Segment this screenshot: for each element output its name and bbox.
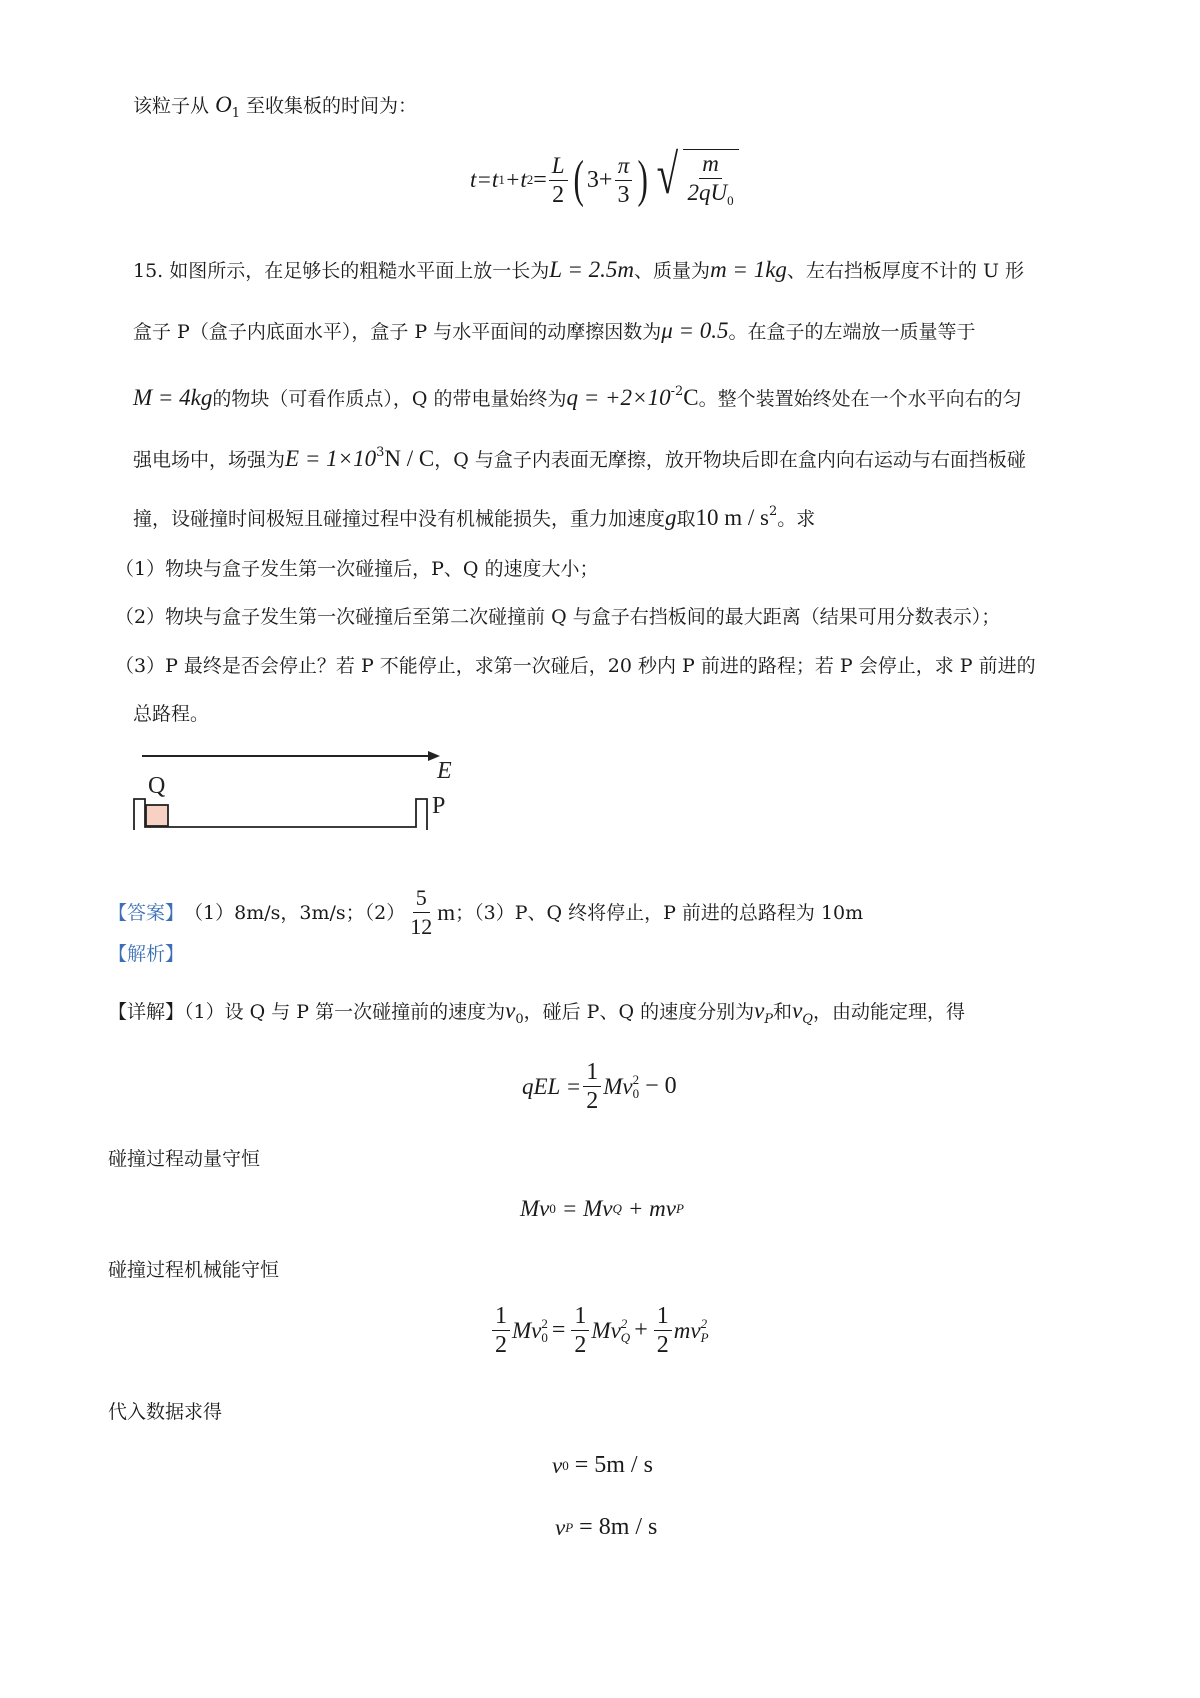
paren-close: ) [637,151,649,208]
eq-sub: P [700,1329,709,1345]
eq-term: Mv [512,1317,542,1343]
formula-plus-t: +t [504,167,527,192]
frac-num: 1 [571,1302,589,1331]
detail-text: （1）设 Q 与 P 第一次碰撞前的速度为 [184,1001,506,1023]
result-sub: 0 [562,1457,569,1473]
q-math-unit: N / C [384,446,435,471]
eq-term: mv [673,1317,701,1343]
field-label: E [437,758,452,784]
var-vp-sub: P [764,1012,774,1027]
fraction-half [583,1058,601,1115]
eq-sub: 0 [632,1085,640,1101]
sub-question-3-cont: 总路程。 [133,703,210,725]
frac-den: 12 [410,914,433,939]
answer-tag: 【答案】 [108,901,185,924]
q-text: 。在盒子的左端放一质量等于 [728,321,976,343]
sub-question-3: （3）P 最终是否会停止？若 P 不能停止，求第一次碰后，20 秒内 P 前进的路程；若 P 会停止，求 P 前进的 [115,655,1036,677]
eq-term: + mv [627,1196,676,1221]
paren-open: ( [573,151,584,208]
frac-den: 2 [574,1332,587,1358]
equation-energy-theorem [522,1058,677,1115]
equation-energy-conservation [490,1302,709,1359]
result-value: = 5m / s [574,1452,653,1478]
q-math-g: g [665,505,677,530]
equation-momentum [520,1196,684,1222]
label-substitute: 代入数据求得 [108,1401,223,1423]
frac-num: π [615,152,633,181]
sub-question-2: （2）物块与盒子发生第一次碰撞后至第二次碰撞前 Q 与盒子右挡板间的最大距离（结果可用分数表示）； [115,606,1001,628]
q-math-charge: q = +2×10 [566,385,671,410]
q-text: ，Q 与盒子内表面无摩擦，放开物块后即在盒内向右运动与右面挡板碰 [434,449,1026,471]
q-math-l: L = 2.5m [549,257,635,282]
q-text: 撞，设碰撞时间极短且碰撞过程中没有机械能损失，重力加速度 [133,508,666,530]
frac-den: 2 [552,181,565,208]
q-text: 。求 [777,508,816,530]
result-var: v [555,1514,566,1540]
eq-term: Mv [591,1317,621,1343]
q-math-exp: -2 [670,384,684,399]
frac-num: 1 [583,1058,601,1087]
q-math-unit: C [683,385,699,410]
paren-inner: 3+ [586,166,613,193]
label-energy: 碰撞过程机械能守恒 [108,1259,280,1281]
eq-term: = Mv [561,1196,613,1221]
q-text: 取 [676,508,696,530]
detail-text: ，碰后 P、Q 的速度分别为 [523,1001,755,1023]
q-math-exp: 2 [769,504,778,519]
fraction-m-over-2qu0 [685,150,737,215]
label-momentum: 碰撞过程动量守恒 [108,1148,261,1170]
symbol-o-sub: 1 [231,106,240,121]
result-vp [555,1514,657,1541]
result-sub: P [565,1519,574,1535]
eq-sup: 2 [620,1315,628,1331]
eq-sub: 0 [549,1201,556,1216]
block-q [146,805,168,826]
eq-sup: 2 [632,1071,640,1087]
detail-text: ，由动能定理，得 [812,1001,965,1023]
formula-time [470,140,739,220]
eq-term: Mv [603,1073,633,1099]
eq-sup: 2 [541,1315,548,1331]
q-text: 、质量为 [634,260,711,282]
frac-den: 2 [495,1332,507,1358]
q-text: 强电场中，场强为 [133,449,286,471]
eq-term: Mv [520,1196,550,1221]
answer-fraction [407,884,435,941]
analysis-tag: 【解析】 [108,943,185,965]
var-vq: v [792,998,803,1023]
formula-t2-sub: 2 [526,172,534,187]
frac-den: 2 [656,1332,669,1358]
frac-den: 3 [617,181,630,208]
fraction-half [654,1302,672,1359]
frac-num: 5 [413,884,430,913]
q-math-accel: 10 m / s [695,505,770,530]
formula-lhs: t=t [470,167,499,192]
q-text: 、左右挡板厚度不计的 U 形 [786,260,1024,282]
eq-sub: Q [620,1329,631,1345]
q-text: 盒子 P（盒子内底面水平），盒子 P 与水平面间的动摩擦因数为 [133,321,662,343]
frac-num: m [699,150,722,179]
eq-sub: P [676,1201,684,1216]
q-math-field: E = 1×10 [285,446,377,471]
question-line-3 [133,378,1022,413]
frac-num: L [549,152,568,181]
q-math-exp: 3 [376,445,385,460]
frac-den: 2 [586,1088,599,1114]
intro-text-after: 至收集板的时间为： [246,95,418,117]
q-math-m: m = 1kg [710,257,787,282]
q-text: 。整个装置始终处在一个水平向右的匀 [698,388,1022,410]
detail-text: 和 [773,1001,793,1023]
answer-part1: （1）8m/s，3m/s；（2） [184,901,406,924]
var-v0: v [505,998,516,1023]
eq-rest: − 0 [645,1073,677,1099]
q-math-mu: μ = 0.5 [661,318,729,343]
question-line-5 [133,498,815,533]
box-diagram [100,680,480,830]
radicand [683,149,739,215]
fraction-half [492,1302,510,1359]
var-v0-sub: 0 [515,1012,524,1027]
intro-line [133,91,417,128]
square-root [652,145,739,215]
u-box-p [134,799,427,830]
eq-sup: 2 [700,1315,708,1331]
var-vq-sub: Q [802,1012,813,1027]
radical-sign: √ [656,144,678,206]
result-v0 [552,1452,653,1479]
frac-den: 2qU [687,180,728,205]
answer-part2: ；（3）P、Q 终将停止，P 前进的总路程为 10m [455,901,864,924]
question-line-4 [133,439,1026,474]
frac-num: 1 [654,1302,672,1331]
fraction-pi-over-3 [614,152,632,209]
question-line-2 [133,317,976,346]
eq-lhs: qEL = [522,1073,582,1099]
eq-sign: + [634,1317,648,1343]
eq-sub: Q [612,1201,622,1216]
question-number: 15. [133,260,164,282]
answer-unit: m [437,899,456,925]
result-value: = 8m / s [579,1514,658,1540]
answer-line [108,884,863,941]
var-vp: v [754,998,765,1023]
formula-eq: = [533,166,547,193]
frac-num: 1 [492,1302,510,1331]
q-text: 如图所示，在足够长的粗糙水平面上放一长为 [169,260,550,282]
intro-text: 该粒子从 [133,95,210,117]
fraction-l-over-2 [549,152,568,209]
symbol-o: O [215,92,232,117]
eq-sign: = [551,1317,566,1343]
q-math-mass: M = 4kg [133,385,213,410]
detail-tag: 【详解】 [108,1001,185,1023]
formula-t1-sub: 1 [498,172,505,187]
box-label: P [432,793,446,819]
question-line-1 [133,256,1024,285]
eq-sub: 0 [541,1329,548,1345]
block-label: Q [148,773,166,799]
fraction-half [571,1302,589,1359]
frac-den-sub: 0 [727,193,734,208]
sub-question-1: （1）物块与盒子发生第一次碰撞后，P、Q 的速度大小； [115,558,599,580]
detail-line [108,997,965,1034]
result-var: v [552,1452,563,1478]
q-text: 的物块（可看作质点），Q 的带电量始终为 [212,388,567,410]
